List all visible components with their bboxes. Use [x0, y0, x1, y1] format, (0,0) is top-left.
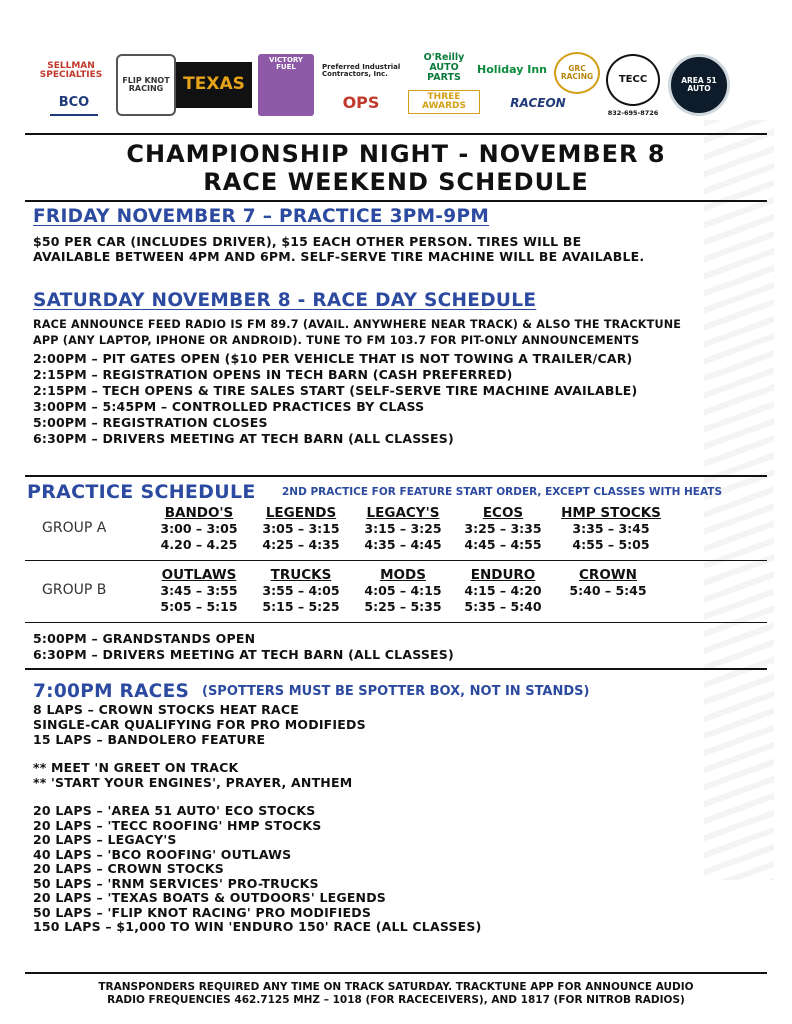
schedule-event: 2:00PM – PIT GATES OPEN ($10 PER VEHICLE THAT IS NOT TOWING A TRAILER/CAR): [33, 351, 633, 366]
class-heading: LEGENDS: [265, 505, 337, 521]
texas-logo: TEXAS: [176, 62, 252, 108]
grc-racing-logo: GRC RACING: [554, 52, 600, 94]
flip-knot-logo: FLIP KNOT RACING: [116, 54, 176, 116]
race-item: 15 LAPS – BANDOLERO FEATURE: [33, 732, 266, 747]
radio-line: APP (ANY LAPTOP, IPHONE OR ANDROID). TUNE TO FM 103.7 FOR PIT-ONLY ANNOUNCEMENTS: [33, 334, 640, 347]
friday-heading: FRIDAY NOVEMBER 7 – PRACTICE 3PM-9PM: [33, 206, 490, 227]
friday-line: AVAILABLE BETWEEN 4PM AND 6PM. SELF-SERVE TIRE MACHINE WILL BE AVAILABLE.: [33, 249, 645, 264]
tecc-logo: TECC: [606, 54, 660, 106]
race-item: 20 LAPS – 'TECC ROOFING' HMP STOCKS: [33, 818, 322, 833]
schedule-event: 2:15PM – REGISTRATION OPENS IN TECH BARN (CASH PREFERRED): [33, 367, 513, 382]
practice-slot: 3:55 – 4:05: [262, 583, 340, 598]
race-item: 20 LAPS – 'AREA 51 AUTO' ECO STOCKS: [33, 803, 316, 818]
class-heading: MODS: [380, 567, 426, 583]
practice-slot: 5:35 – 5:40: [464, 599, 542, 614]
class-heading: OUTLAWS: [161, 567, 237, 583]
class-heading: ENDURO: [470, 567, 536, 583]
class-heading: BANDO'S: [164, 505, 234, 521]
race-item: SINGLE-CAR QUALIFYING FOR PRO MODIFIEDS: [33, 717, 366, 732]
ceremony-item: ** MEET 'N GREET ON TRACK: [33, 760, 239, 775]
saturday-heading: SATURDAY NOVEMBER 8 - RACE DAY SCHEDULE: [33, 290, 537, 311]
divider: [25, 622, 767, 623]
sellman-logo: SELLMAN SPECIALTIES: [39, 60, 103, 80]
race-item: 20 LAPS – CROWN STOCKS: [33, 861, 224, 876]
practice-slot: 5:05 – 5:15: [160, 599, 238, 614]
schedule-event: 5:00PM – GRANDSTANDS OPEN: [33, 631, 256, 646]
race-item: 50 LAPS – 'RNM SERVICES' PRO-TRUCKS: [33, 876, 319, 891]
race-item: 8 LAPS – CROWN STOCKS HEAT RACE: [33, 702, 299, 717]
practice-slot: 5:40 – 5:45: [569, 583, 647, 598]
practice-slot: 4:15 – 4:20: [464, 583, 542, 598]
race-item: 20 LAPS – 'TEXAS BOATS & OUTDOORS' LEGENDS: [33, 890, 386, 905]
divider: [25, 972, 767, 974]
class-heading: ECOS: [482, 505, 524, 521]
practice-note: 2ND PRACTICE FOR FEATURE START ORDER, EXCEPT CLASSES WITH HEATS: [282, 486, 723, 498]
preferred-logo: Preferred Industrial Contractors, Inc.: [322, 62, 401, 78]
three-awards-logo: THREE AWARDS: [408, 90, 480, 114]
oreilly-logo: O'Reilly AUTO PARTS: [423, 52, 465, 83]
class-heading: CROWN: [579, 567, 637, 583]
radio-line: RACE ANNOUNCE FEED RADIO IS FM 89.7 (AVAIL. ANYWHERE NEAR TRACK) & ALSO THE TRACKTUNE: [33, 318, 682, 331]
divider: [25, 560, 767, 561]
group-a-label: GROUP A: [42, 520, 107, 536]
schedule-event: 6:30PM – DRIVERS MEETING AT TECH BARN (ALL CLASSES): [33, 431, 454, 446]
races-heading-note: (SPOTTERS MUST BE SPOTTER BOX, NOT IN STANDS): [202, 684, 590, 699]
class-heading: TRUCKS: [270, 567, 332, 583]
practice-slot: 3:05 – 3:15: [262, 521, 340, 536]
ops-logo: OPS: [342, 92, 380, 112]
practice-slot: 4:45 – 4:55: [464, 537, 542, 552]
class-heading: LEGACY'S: [366, 505, 440, 521]
practice-slot: 4.20 – 4.25: [160, 537, 238, 552]
area-51-logo: AREA 51 AUTO: [668, 54, 730, 116]
footer-line: TRANSPONDERS REQUIRED ANY TIME ON TRACK SATURDAY. TRACKTUNE APP FOR ANNOUNCE AUDIO: [98, 981, 694, 993]
practice-slot: 3:35 – 3:45: [572, 521, 650, 536]
divider: [25, 200, 767, 202]
schedule-event: 2:15PM – TECH OPENS & TIRE SALES START (SELF-SERVE TIRE MACHINE AVAILABLE): [33, 383, 638, 398]
divider: [25, 668, 767, 670]
holiday-inn-logo: Holiday Inn: [476, 63, 548, 77]
practice-slot: 4:55 – 5:05: [572, 537, 650, 552]
practice-slot: 5:15 – 5:25: [262, 599, 340, 614]
race-item: 20 LAPS – LEGACY'S: [33, 832, 177, 847]
practice-slot: 4:05 – 4:15: [364, 583, 442, 598]
divider: [25, 475, 767, 477]
practice-slot: 5:25 – 5:35: [364, 599, 442, 614]
ceremony-item: ** 'START YOUR ENGINES', PRAYER, ANTHEM: [33, 775, 353, 790]
page-subtitle: RACE WEEKEND SCHEDULE: [203, 168, 589, 196]
raceon-logo: RACEON: [510, 95, 566, 110]
race-item: 150 LAPS – $1,000 TO WIN 'ENDURO 150' RACE (ALL CLASSES): [33, 919, 482, 934]
group-b-label: GROUP B: [42, 582, 107, 598]
class-heading: HMP STOCKS: [561, 505, 661, 521]
practice-slot: 3:00 – 3:05: [160, 521, 238, 536]
schedule-event: 3:00PM – 5:45PM – CONTROLLED PRACTICES BY CLASS: [33, 399, 425, 414]
victory-fuel-logo: VICTORY FUEL: [258, 54, 314, 116]
tecc-phone: 832-695-8726: [607, 108, 659, 117]
practice-slot: 4:35 – 4:45: [364, 537, 442, 552]
race-item: 40 LAPS – 'BCO ROOFING' OUTLAWS: [33, 847, 292, 862]
divider: [25, 133, 767, 135]
friday-line: $50 PER CAR (INCLUDES DRIVER), $15 EACH OTHER PERSON. TIRES WILL BE: [33, 234, 582, 249]
race-item: 50 LAPS – 'FLIP KNOT RACING' PRO MODIFIEDS: [33, 905, 372, 920]
practice-slot: 4:25 – 4:35: [262, 537, 340, 552]
footer-line: RADIO FREQUENCIES 462.7125 MHZ – 1018 (FOR RACECEIVERS), AND 1817 (FOR NITROB RADIOS): [107, 994, 685, 1006]
sponsor-logo-bar: [30, 50, 762, 120]
practice-heading: PRACTICE SCHEDULE: [27, 481, 256, 503]
schedule-event: 6:30PM – DRIVERS MEETING AT TECH BARN (ALL CLASSES): [33, 647, 454, 662]
practice-slot: 3:45 – 3:55: [160, 583, 238, 598]
page-title: CHAMPIONSHIP NIGHT - NOVEMBER 8: [126, 140, 666, 168]
practice-slot: 3:25 – 3:35: [464, 521, 542, 536]
tire-track-graphic: [704, 120, 774, 880]
races-heading: 7:00PM RACES: [33, 681, 190, 702]
bco-logo: BCO: [50, 92, 98, 116]
schedule-event: 5:00PM – REGISTRATION CLOSES: [33, 415, 268, 430]
practice-slot: 3:15 – 3:25: [364, 521, 442, 536]
